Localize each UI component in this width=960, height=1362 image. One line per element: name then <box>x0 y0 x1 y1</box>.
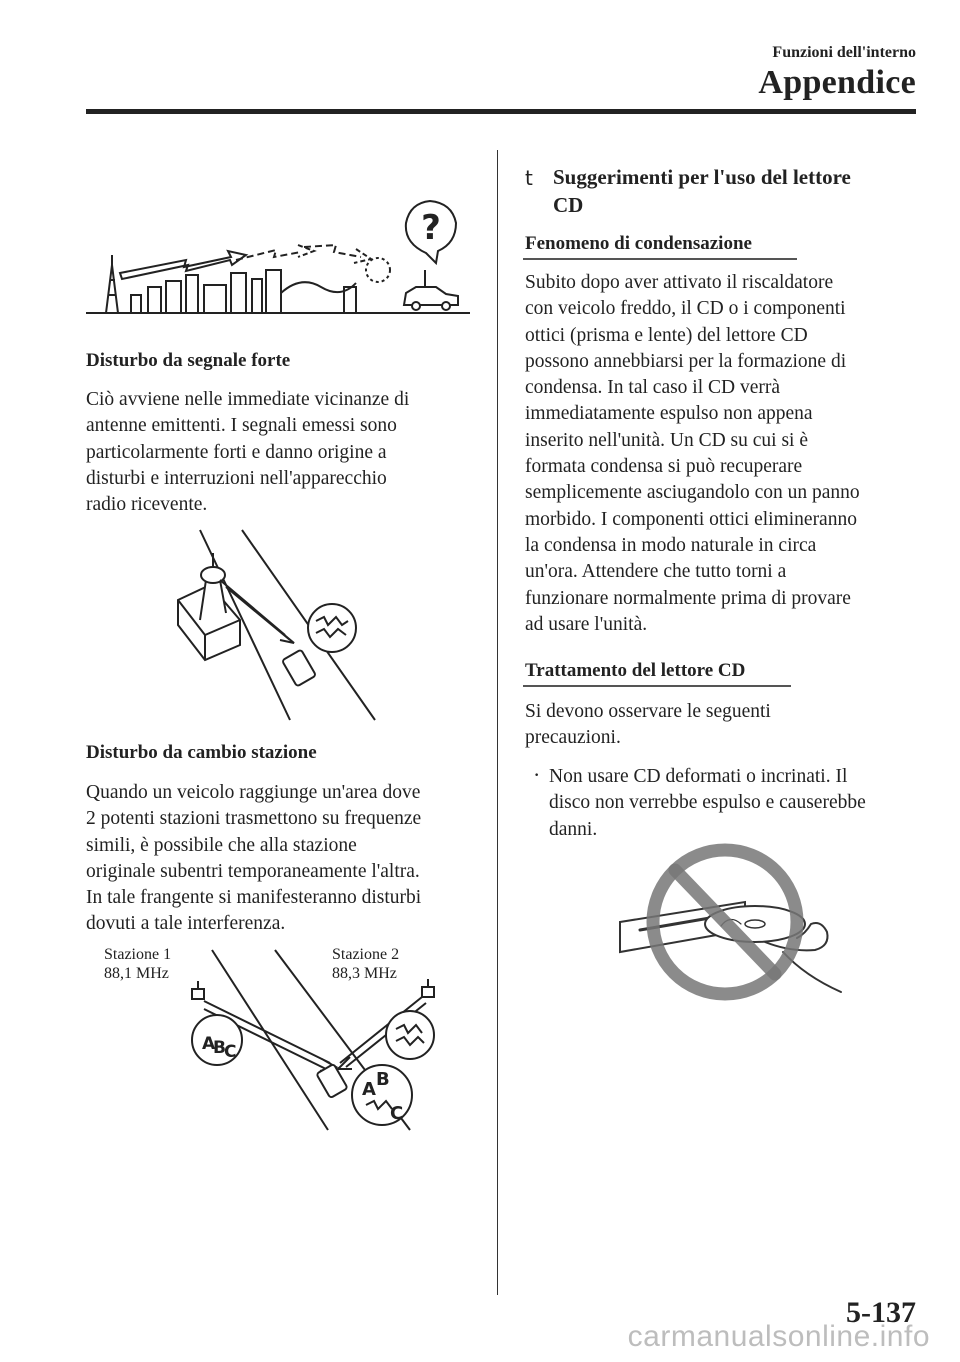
text-line: precauzioni. <box>525 727 621 749</box>
section-marker: t <box>525 166 533 190</box>
text-line: particolarmente forti e danno origine a <box>86 441 387 463</box>
column-divider <box>497 150 498 1295</box>
two-stations-drawing <box>100 945 450 1135</box>
svg-text:B: B <box>376 1069 390 1090</box>
station2-frequency: 88,3 MHz <box>332 965 397 982</box>
text-line: originale subentri temporaneamente l'altra. <box>86 860 420 882</box>
text-line: con veicolo freddo, il CD o i componenti <box>525 298 846 320</box>
station1-frequency: 88,1 MHz <box>104 965 169 982</box>
text-line: funzionare normalmente prima di provare <box>525 587 851 609</box>
cd-handling-underline <box>523 685 791 687</box>
cd-handling-text <box>525 699 925 752</box>
cd-handling-heading: Trattamento del lettore CD <box>525 660 746 681</box>
text-line: dovuti a tale interferenza. <box>86 913 286 935</box>
svg-text:A: A <box>362 1079 376 1100</box>
text-line: semplicemente asciugandolo con un panno <box>525 482 860 504</box>
text-line: disturbi e interruzioni nell'apparecchio <box>86 467 387 489</box>
two-stations-illustration <box>100 945 450 1135</box>
text-line: radio ricevente. <box>86 494 208 516</box>
chapter-title: Appendice <box>758 64 916 101</box>
text-line: possono annebbiarsi per la formazione di <box>525 350 847 372</box>
strong-signal-heading: Disturbo da segnale forte <box>86 350 291 371</box>
no-damaged-cd-illustration <box>615 842 850 1002</box>
text-line: Non usare CD deformati o incrinati. Il <box>549 766 848 787</box>
svg-text:C: C <box>224 1042 237 1062</box>
condensation-heading: Fenomeno di condensazione <box>525 233 752 254</box>
text-line: la condensa in modo naturale in circa <box>525 534 817 556</box>
text-line: condensa. In tal caso il CD verrà <box>525 377 781 399</box>
text-line: morbido. I componenti ottici elimineranno <box>525 508 857 530</box>
title-line: CD <box>553 193 584 217</box>
svg-text:A: A <box>202 1034 216 1054</box>
station1-name: Stazione 1 <box>104 946 172 963</box>
station-change-heading: Disturbo da cambio stazione <box>86 742 317 763</box>
antenna-proximity-illustration <box>170 525 385 725</box>
text-line: 2 potenti stazioni trasmettono su frequenze <box>86 808 422 830</box>
svg-text:?: ? <box>421 208 441 248</box>
condensation-text <box>525 270 925 638</box>
text-line: un'ora. Attendere che tutto torni a <box>525 561 787 583</box>
condensation-underline <box>523 258 797 260</box>
station2-name: Stazione 2 <box>332 946 400 963</box>
svg-text:B: B <box>213 1038 226 1058</box>
text-line: Ciò avviene nelle immediate vicinanze di <box>86 389 410 410</box>
svg-text:C: C <box>390 1103 404 1124</box>
header-rule <box>86 109 916 114</box>
title-line: Suggerimenti per l'uso del lettore <box>553 165 851 189</box>
text-line: Si devono osservare le seguenti <box>525 701 771 722</box>
text-line: simili, è possibile che alla stazione <box>86 834 357 856</box>
cd-handling-bullet <box>549 764 929 843</box>
text-line: In tale frangente si manifesteranno disturbi <box>86 887 422 909</box>
text-line: danni. <box>549 818 598 840</box>
text-line: disco non verrebbe espulso e causerebbe <box>549 792 866 814</box>
text-line: ad usare l'unità. <box>525 613 648 635</box>
strong-signal-text <box>86 387 486 518</box>
text-line: immediatamente espulso non appena <box>525 403 813 425</box>
bullet-symbol: · <box>533 762 541 787</box>
strong-signal-illustration <box>86 195 471 320</box>
cd-tips-title <box>553 163 893 219</box>
text-line: ottici (prisma e lente) del lettore CD <box>525 324 808 346</box>
text-line: Subito dopo aver attivato il riscaldatore <box>525 272 834 293</box>
text-line: antenne emittenti. I segnali emessi sono <box>86 415 397 437</box>
section-title: Funzioni dell'interno <box>772 44 916 61</box>
text-line: formata condensa si può recuperare <box>525 456 803 478</box>
text-line: inserito nell'unità. Un CD su cui si è <box>525 429 808 451</box>
station-change-text <box>86 780 486 938</box>
text-line: Quando un veicolo raggiunge un'area dove <box>86 782 421 803</box>
watermark: carmanualsonline.info <box>627 1320 930 1353</box>
page-number: 5-137 <box>846 1296 916 1329</box>
